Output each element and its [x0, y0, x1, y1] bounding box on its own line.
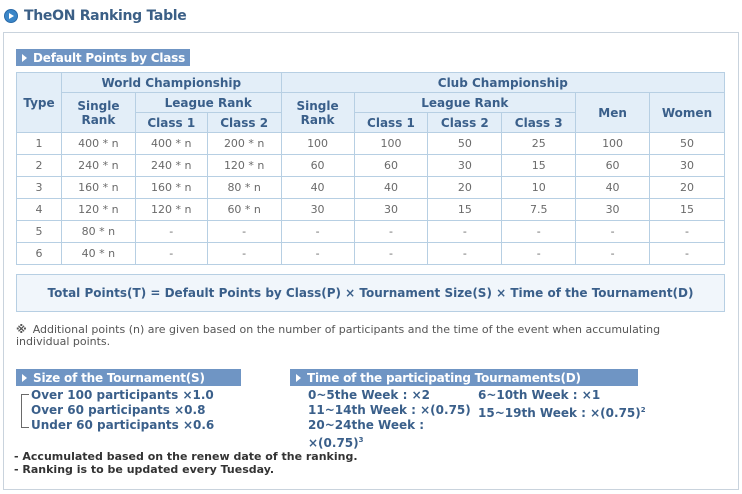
table-row [17, 155, 725, 177]
table-cell: 6 [17, 243, 62, 265]
default-points-text: Default Points by Class [33, 50, 186, 65]
table-cell: 200 * n [207, 133, 281, 155]
list-item: Over 60 participants ×0.8 [31, 403, 206, 417]
exponent: 3 [358, 436, 364, 444]
header-class1-world: Class 1 [135, 113, 207, 133]
table-cell: - [650, 243, 725, 265]
table-cell: 60 * n [207, 199, 281, 221]
table-cell: 30 [281, 199, 354, 221]
page-header [4, 6, 186, 26]
table-cell: 400 * n [135, 133, 207, 155]
tournament-time-label [290, 369, 638, 386]
table-cell: 240 * n [135, 155, 207, 177]
table-cell: 30 [650, 155, 725, 177]
table-cell: 100 [576, 133, 650, 155]
table-cell: 20 [650, 177, 725, 199]
table-cell: 15 [502, 155, 576, 177]
table-cell: 30 [354, 199, 428, 221]
table-cell: - [135, 221, 207, 243]
header-women: Women [650, 93, 725, 133]
time-weight: 6~10th Week : ×1 [478, 388, 601, 402]
table-cell: 100 [354, 133, 428, 155]
triangle-right-icon [22, 54, 27, 62]
table-cell: 30 [428, 155, 502, 177]
table-cell: 40 [281, 177, 354, 199]
table-row [17, 177, 725, 199]
table-row [17, 221, 725, 243]
table-cell: - [281, 221, 354, 243]
list-item [308, 388, 728, 403]
table-cell: - [428, 221, 502, 243]
table-cell: - [135, 243, 207, 265]
play-circle-icon [4, 9, 18, 23]
table-cell: - [207, 221, 281, 243]
header-class2-club: Class 2 [428, 113, 502, 133]
table-cell: - [428, 243, 502, 265]
table-cell: 40 [354, 177, 428, 199]
default-points-label [16, 49, 190, 66]
header-league-rank-world: League Rank [135, 93, 281, 113]
table-cell: - [502, 221, 576, 243]
triangle-right-icon [22, 374, 27, 382]
time-weight: 11~14th Week : ×(0.75) [308, 403, 471, 417]
table-cell: - [502, 243, 576, 265]
table-cell: 240 * n [61, 155, 135, 177]
table-cell: - [650, 221, 725, 243]
reference-mark: ※ [16, 323, 27, 336]
table-cell: 160 * n [135, 177, 207, 199]
table-cell: 20 [428, 177, 502, 199]
list-item [308, 403, 728, 418]
additional-points-note [16, 324, 716, 348]
table-cell: 60 [576, 155, 650, 177]
table-cell: - [576, 243, 650, 265]
exponent: 2 [640, 406, 646, 414]
list-item: Over 100 participants ×1.0 [31, 388, 214, 402]
footnote: - Ranking is to be updated every Tuesday. [14, 463, 275, 476]
header-single-rank-club: Single Rank [281, 93, 354, 133]
header-class1-club: Class 1 [354, 113, 428, 133]
table-cell: 160 * n [61, 177, 135, 199]
table-cell: - [281, 243, 354, 265]
header-class3-club: Class 3 [502, 113, 576, 133]
table-cell: 120 * n [61, 199, 135, 221]
table-cell: 5 [17, 221, 62, 243]
table-cell: 100 [281, 133, 354, 155]
list-item: Under 60 participants ×0.6 [31, 418, 215, 432]
bracket-decoration [21, 394, 29, 428]
triangle-right-icon [296, 374, 301, 382]
table-cell: 40 * n [61, 243, 135, 265]
ranking-panel [3, 32, 739, 490]
table-cell: 4 [17, 199, 62, 221]
table-cell: 60 [281, 155, 354, 177]
table-cell: 80 * n [61, 221, 135, 243]
footnote: - Accumulated based on the renew date of the ranking. [14, 450, 358, 463]
tournament-time-text: Time of the participating Tournaments(D) [307, 370, 581, 385]
table-cell: - [354, 243, 428, 265]
header-world-championship: World Championship [61, 73, 281, 93]
header-club-championship: Club Championship [281, 73, 724, 93]
time-weight-with-exponent [478, 403, 648, 418]
table-cell: 50 [428, 133, 502, 155]
table-cell: 80 * n [207, 177, 281, 199]
table-cell: 120 * n [135, 199, 207, 221]
time-weight: 0~5the Week : ×2 [308, 388, 430, 402]
table-row [17, 133, 725, 155]
header-league-rank-club: League Rank [354, 93, 576, 113]
header-single-rank-world: Single Rank [61, 93, 135, 133]
table-cell: 25 [502, 133, 576, 155]
header-class2-world: Class 2 [207, 113, 281, 133]
header-type: Type [17, 73, 62, 133]
ranking-table [16, 72, 725, 265]
table-cell: 50 [650, 133, 725, 155]
table-cell: 15 [650, 199, 725, 221]
note-text: Additional points (n) are given based on the number of participants and the time of the event when accumulating individual points. [16, 323, 661, 348]
table-cell: 3 [17, 177, 62, 199]
table-cell: 10 [502, 177, 576, 199]
table-cell: 120 * n [207, 155, 281, 177]
table-cell: 30 [576, 199, 650, 221]
table-cell: 1 [17, 133, 62, 155]
table-cell: 60 [354, 155, 428, 177]
table-cell: - [576, 221, 650, 243]
time-weight: 15~19th Week : ×(0.75) [478, 406, 641, 420]
time-weight: 20~24the Week : ×(0.75) [308, 418, 425, 450]
table-cell: - [354, 221, 428, 243]
table-cell: 400 * n [61, 133, 135, 155]
header-men: Men [576, 93, 650, 133]
table-cell: 15 [428, 199, 502, 221]
table-row [17, 199, 725, 221]
table-cell: 2 [17, 155, 62, 177]
tournament-size-text: Size of the Tournament(S) [33, 370, 205, 385]
page-title: TheON Ranking Table [24, 8, 187, 24]
table-row [17, 243, 725, 265]
table-cell: 40 [576, 177, 650, 199]
tournament-size-label [16, 369, 241, 386]
table-cell: 7.5 [502, 199, 576, 221]
tournament-size-list [21, 388, 251, 433]
table-cell: - [207, 243, 281, 265]
footnotes [14, 450, 358, 476]
total-points-formula: Total Points(T) = Default Points by Class(P) × Tournament Size(S) × Time of the Tournament(D) [16, 274, 725, 312]
